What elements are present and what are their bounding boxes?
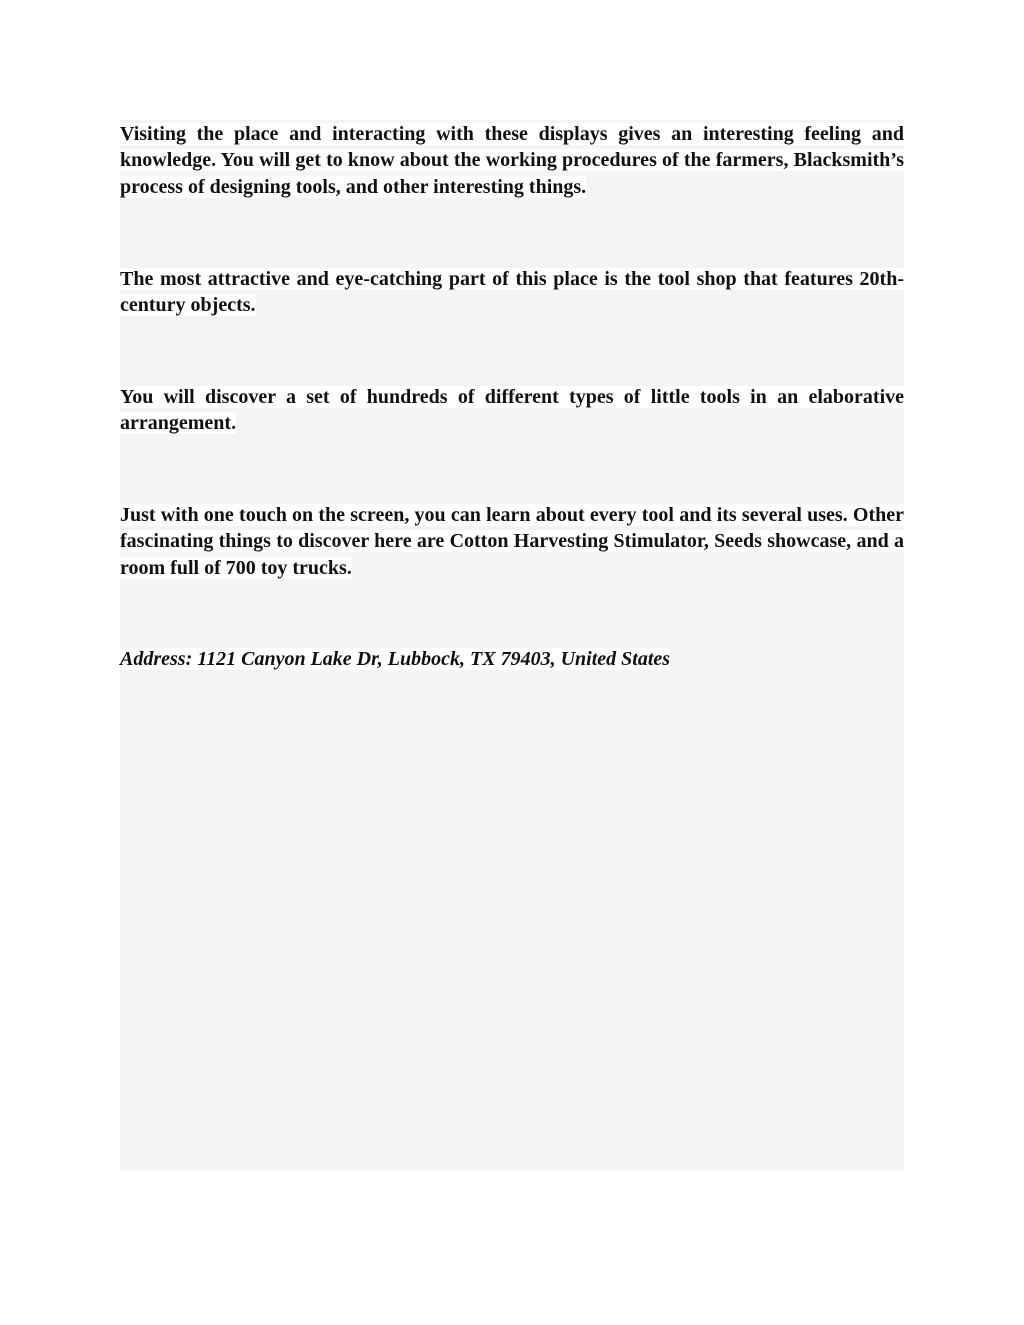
address-text: Address: 1121 Canyon Lake Dr, Lubbock, TX 79403, United States — [120, 648, 671, 670]
paragraph-touch-screen — [120, 502, 904, 581]
paragraph-visiting-text: Visiting the place and interacting with these displays gives an interesting feeling and knowledge. You will get to know about the working procedures of the farmers, Blacksmith’s process of designing tools, and other interesting things. — [120, 123, 904, 198]
paragraph-touch-screen-text: Just with one touch on the screen, you can learn about every tool and its several uses. Other fascinating things to discover here are Cotton Harvesting Stimulator, Seeds showcase, and a room full of 700 toy trucks. — [120, 504, 904, 579]
address-line — [120, 646, 904, 672]
paragraph-little-tools — [120, 384, 904, 437]
paragraph-tool-shop — [120, 266, 904, 319]
paragraph-little-tools-text: You will discover a set of hundreds of different types of little tools in an elaborative arrangement. — [120, 386, 904, 435]
paragraph-visiting — [120, 121, 904, 200]
paragraph-tool-shop-text: The most attractive and eye-catching part of this place is the tool shop that features 20th-century objects. — [120, 268, 904, 317]
